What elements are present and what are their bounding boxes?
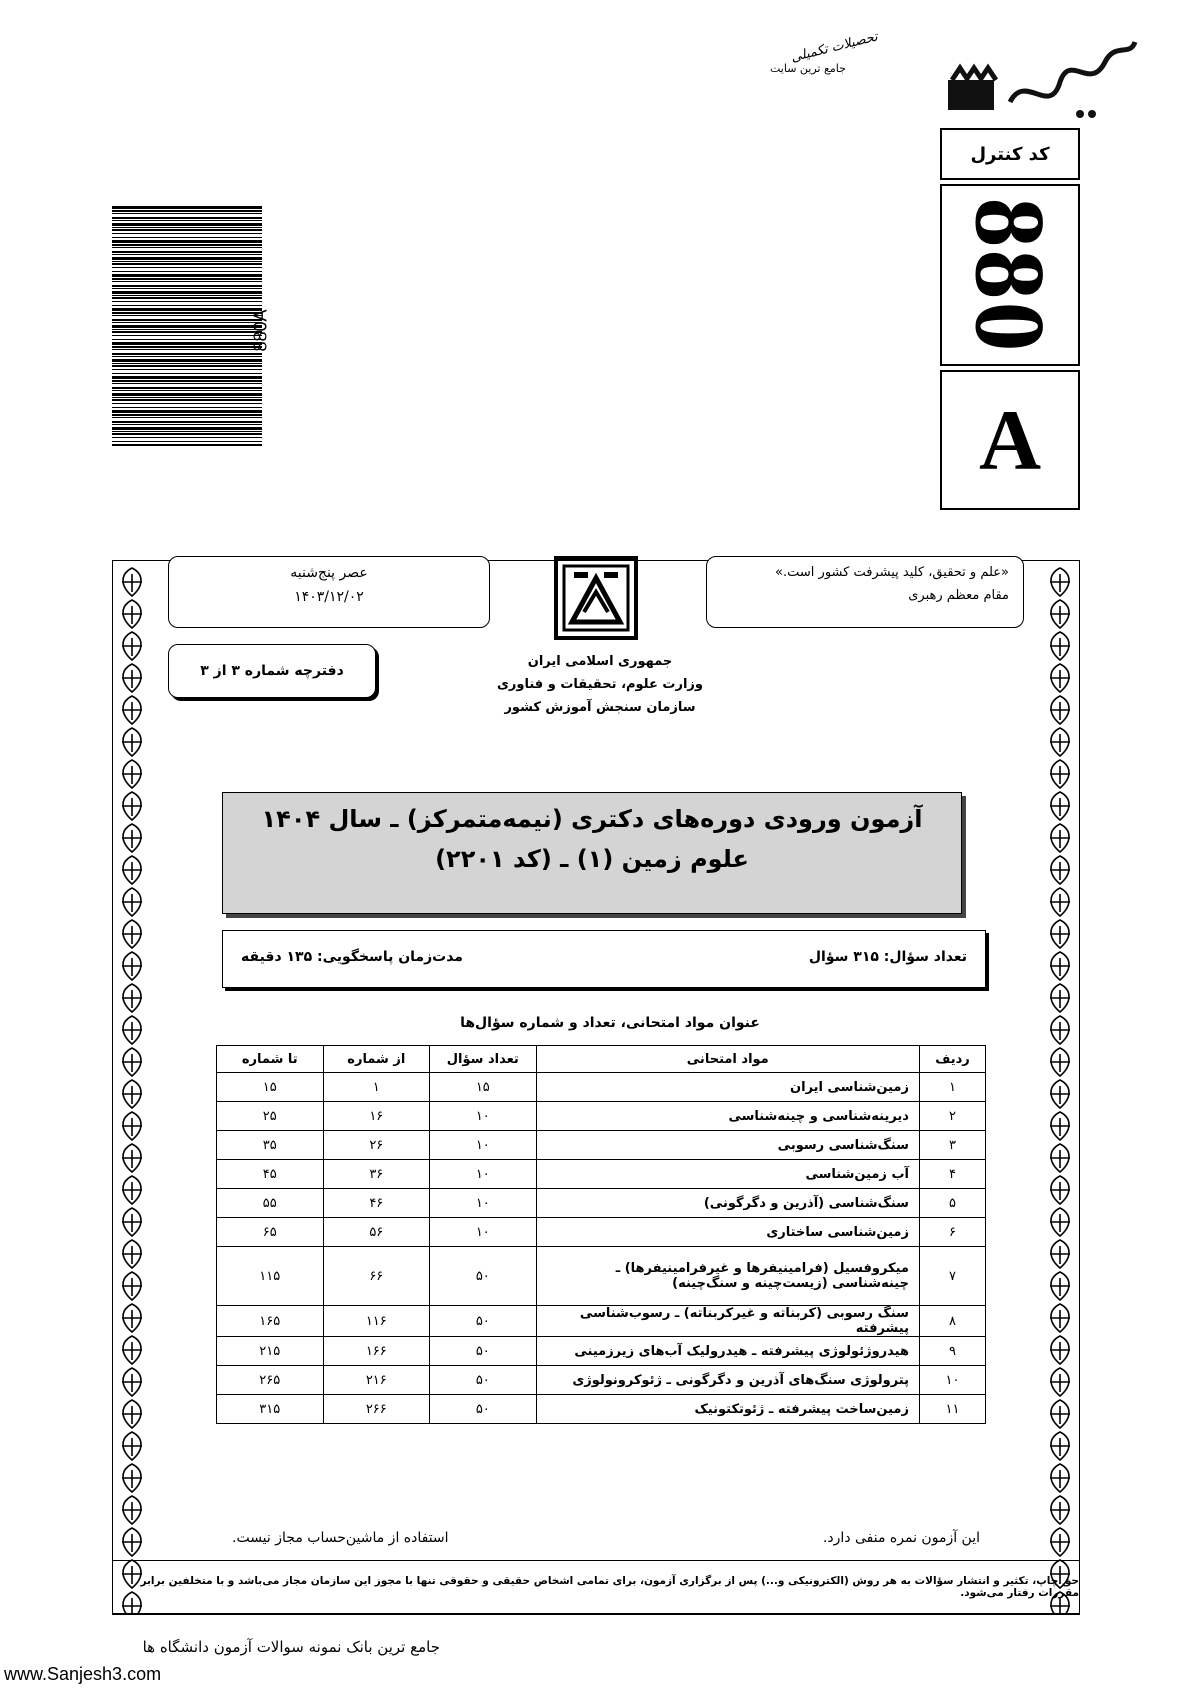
emblem-logo [554,556,638,640]
col-header-count: تعداد سؤال [430,1046,537,1073]
ornament-motif [122,1048,142,1076]
barcode-bar [112,288,262,289]
cell-row: ۴ [919,1160,985,1189]
cell-count: ۱۰ [430,1102,537,1131]
ornament-motif [122,1464,142,1492]
barcode-bar [112,376,262,379]
table-row [217,1395,986,1424]
barcode-bar [112,380,262,382]
barcode-bar [112,206,262,209]
table-row [217,1189,986,1218]
cell-row: ۱ [919,1073,985,1102]
cell-count: ۱۰ [430,1218,537,1247]
barcode-bar [112,263,262,265]
cell-subject: زمین‌شناسی ایران [536,1073,919,1102]
barcode-bar [112,437,262,438]
table-row [217,1218,986,1247]
cell-subject: سنگ‌شناسی رسوبی [536,1131,919,1160]
barcode-bar [112,308,262,311]
gov-ministry: وزارت علوم، تحقیقات و فناوری [497,677,703,692]
control-code-label: کد کنترل [940,128,1080,180]
ornament-motif [122,1272,142,1300]
cell-from: ۵۶ [323,1218,430,1247]
ornament-motif [1050,920,1070,948]
barcode-bar [112,325,262,328]
barcode-bar [112,329,262,330]
ornament-motif [122,664,142,692]
barcode-bar [112,421,262,423]
barcode-bar [112,339,262,340]
ornament-motif [122,1144,142,1172]
cell-from: ۴۶ [323,1189,430,1218]
ornament-motif [122,1528,142,1556]
ornament-motif [122,728,142,756]
barcode-bar [112,297,262,299]
cell-count: ۱۰ [430,1189,537,1218]
barcode-bar [112,315,262,316]
site-url: www.Sanjesh3.com [4,1664,162,1684]
ornament-motif [122,984,142,1012]
cell-count: ۱۰ [430,1160,537,1189]
table-header-row [217,1046,986,1073]
barcode-bar [112,346,262,348]
cell-to: ۳۵ [217,1131,324,1160]
ornament-motif [1050,856,1070,884]
cell-to: ۳۱۵ [217,1395,324,1424]
ornament-motif [1050,1464,1070,1492]
ornament-motif [1050,1400,1070,1428]
cell-from: ۶۶ [323,1247,430,1306]
ornament-motif [122,1016,142,1044]
barcode-bar [112,417,262,418]
cell-row: ۱۰ [919,1366,985,1395]
ornament-motif [1050,1144,1070,1172]
table-caption: عنوان مواد امتحانی، تعداد و شماره سؤال‌ها [460,1015,760,1031]
barcode-bar [112,312,262,314]
barcode-bar [112,383,262,384]
ornament-motif [122,1240,142,1268]
barcode-bar [112,223,262,226]
brand-handwriting: تحصیلات تکمیلی [789,29,880,66]
barcode-bar [112,285,262,287]
question-count: تعداد سؤال: ۳۱۵ سؤال [808,949,967,965]
ornament-motif [1050,728,1070,756]
barcode-bar [112,261,262,262]
cell-to: ۲۱۵ [217,1337,324,1366]
barcode-bar [112,257,262,260]
cell-from: ۱۶۶ [323,1337,430,1366]
ornament-motif [1050,600,1070,628]
ornament-motif [122,792,142,820]
table-row [217,1247,986,1306]
cell-row: ۵ [919,1189,985,1218]
subjects-table [216,1045,986,1424]
control-code [940,184,1080,366]
table-row [217,1160,986,1189]
exam-title: آزمون ورودی دوره‌های دکتری (نیمه‌متمرکز) ـ سال ۱۴۰۴ [261,805,923,833]
ornament-motif [122,856,142,884]
barcode-bar [112,281,262,282]
government-header [480,650,720,719]
ornament-motif [122,1368,142,1396]
cell-subject: سنگ‌شناسی (آذرین و دگرگونی) [536,1189,919,1218]
barcode-text: 880A [250,309,271,352]
cell-subject: میکروفسیل (فرامینیفرها و غیرفرامینیفرها) ـ چینه‌شناسی (زیست‌چینه و سنگ‌چینه) [536,1247,919,1306]
barcode-bar [112,213,262,214]
ornament-motif [122,568,142,596]
ornament-motif [1050,1048,1070,1076]
barcode-bar [112,369,262,370]
barcode-bar [112,403,262,404]
barcode-bar [112,353,262,355]
ornament-motif [1050,632,1070,660]
col-header-row-number: ردیف [919,1046,985,1073]
exam-title-box [222,792,962,914]
ornament-motif [122,632,142,660]
barcode-bar [112,397,262,398]
cell-subject: زمین‌شناسی ساختاری [536,1218,919,1247]
cell-count: ۵۰ [430,1337,537,1366]
barcode-bar [112,267,262,268]
cell-count: ۵۰ [430,1306,537,1337]
cell-count: ۵۰ [430,1366,537,1395]
barcode-bar [112,322,262,323]
copyright-notice: حق چاپ، تکثیر و انتشار سؤالات به هر روش (الکترونیکی و...) پس از برگزاری آزمون، برای تمامی اشخاص حقیقی و حقوقی تنها با مجوز این سازمان مجاز می‌باشد و با متخلفین برابر مقررات رفتار می‌شود. [112,1560,1080,1614]
session-box [168,556,490,628]
barcode-bar [112,373,262,374]
table-row [217,1073,986,1102]
barcode-bar [112,356,262,357]
ornament-motif [1050,568,1070,596]
cell-subject: آب زمین‌شناسی [536,1160,919,1189]
cell-row: ۱۱ [919,1395,985,1424]
table-row [217,1102,986,1131]
cell-to: ۱۱۵ [217,1247,324,1306]
ornament-motif [122,888,142,916]
barcode-bar [112,254,262,255]
calculator-note: استفاده از ماشین‌حساب مجاز نیست. [232,1530,449,1546]
cell-to: ۶۵ [217,1218,324,1247]
booklet-number: دفترچه شماره ۳ از ۳ [168,644,376,698]
exam-subtitle: علوم زمین (۱) ـ (کد ۲۲۰۱) [435,845,749,873]
barcode-bar [112,424,262,425]
cell-row: ۳ [919,1131,985,1160]
barcode-bar [112,240,262,243]
ornament-motif [1050,1080,1070,1108]
ornament-motif [1050,1496,1070,1524]
ornament-motif [1050,888,1070,916]
barcode-bar [112,305,262,306]
ornament-motif [122,1080,142,1108]
cell-subject: سنگ رسوبی (کربناته و غیرکربناته) ـ رسوب‌شناسی پیشرفته [536,1306,919,1337]
barcode-bar [112,227,262,228]
cell-from: ۲۱۶ [323,1366,430,1395]
cell-row: ۹ [919,1337,985,1366]
ornament-motif [1050,1176,1070,1204]
cell-subject: زمین‌ساخت پیشرفته ـ ژئوتکتونیک [536,1395,919,1424]
ornament-border-right [1040,566,1080,1614]
barcode-bar [112,220,262,221]
barcode-bar [112,407,262,408]
ornament-motif [1050,760,1070,788]
ornament-motif [122,1336,142,1364]
table-row [217,1131,986,1160]
ornament-motif [122,1112,142,1140]
session-date: ۱۴۰۳/۱۲/۰۲ [294,589,364,605]
ornament-motif [1050,1528,1070,1556]
cell-from: ۲۶۶ [323,1395,430,1424]
cell-to: ۵۵ [217,1189,324,1218]
barcode-bar [112,331,262,333]
ornament-motif [1050,952,1070,980]
cell-row: ۶ [919,1218,985,1247]
ornament-motif [122,760,142,788]
barcode-bar [112,210,262,212]
booklet-letter: A [940,370,1080,510]
brand-tagline: جامع ترین سایت [770,62,846,75]
barcode-bar [112,237,262,238]
barcode-bar [112,295,262,296]
cell-count: ۵۰ [430,1247,537,1306]
session-time: عصر پنج‌شنبه [290,565,368,581]
col-header-subject: مواد امتحانی [536,1046,919,1073]
barcode-bar [112,278,262,280]
ornament-motif [1050,1208,1070,1236]
barcode-bar [112,247,262,248]
ornament-motif [1050,1016,1070,1044]
cell-from: ۱۶ [323,1102,430,1131]
quote-author: مقام معظم رهبری [908,588,1009,603]
barcode-bar [112,229,262,231]
ornament-motif [122,1496,142,1524]
cell-subject: دیرینه‌شناسی و چینه‌شناسی [536,1102,919,1131]
barcode-bar [112,233,262,234]
barcode-bar [112,365,262,367]
ornament-motif [122,920,142,948]
barcode-bar [112,359,262,362]
ornament-motif [1050,1112,1070,1140]
cell-count: ۱۰ [430,1131,537,1160]
barcode-bar [112,387,262,389]
ornament-motif [122,600,142,628]
cell-count: ۵۰ [430,1395,537,1424]
ornament-motif [122,952,142,980]
gov-country: جمهوری اسلامی ایران [527,654,673,669]
cell-subject: پترولوژی سنگ‌های آذرین و دگرگونی ـ ژئوکرونولوژی [536,1366,919,1395]
barcode-bar [112,441,262,442]
barcode-bar [112,349,262,350]
cell-to: ۲۶۵ [217,1366,324,1395]
site-slogan: جامع ترین بانک نمونه سوالات آزمون دانشگاه ها [142,1638,440,1656]
table-row [217,1306,986,1337]
barcode-bar [112,363,262,364]
ornament-motif [122,824,142,852]
barcode-bar [112,217,262,219]
barcode-bar [112,390,262,391]
barcode-bar [112,414,262,416]
ornament-motif [1050,1368,1070,1396]
barcode-bar [112,274,262,277]
gov-organization: سازمان سنجش آموزش کشور [504,700,696,715]
ornament-motif [1050,1336,1070,1364]
table-row [217,1366,986,1395]
barcode-bar [112,427,262,430]
barcode-bar [112,291,262,294]
control-code-value: 880 [954,197,1066,353]
barcode-bar [112,251,262,253]
cell-from: ۱۱۶ [323,1306,430,1337]
cell-from: ۲۶ [323,1131,430,1160]
sanjesh-logo [930,22,1140,132]
ornament-motif [1050,1432,1070,1460]
cell-row: ۸ [919,1306,985,1337]
barcode-bar [112,244,262,246]
col-header-from: از شماره [323,1046,430,1073]
barcode-bar [112,399,262,401]
exam-duration: مدت‌زمان پاسخگویی: ۱۳۵ دقیقه [241,949,463,965]
cell-to: ۱۵ [217,1073,324,1102]
quote-box [706,556,1024,628]
cell-row: ۲ [919,1102,985,1131]
barcode-label [250,292,292,372]
ornament-motif [122,1304,142,1332]
cell-from: ۳۶ [323,1160,430,1189]
col-header-to: تا شماره [217,1046,324,1073]
ornament-motif [122,1208,142,1236]
barcode-bar [112,342,262,345]
cell-from: ۱ [323,1073,430,1102]
ornament-motif [1050,824,1070,852]
ornament-motif [1050,664,1070,692]
cell-row: ۷ [919,1247,985,1306]
ornament-border-left [112,566,152,1614]
ornament-motif [122,1400,142,1428]
barcode-bar [112,410,262,413]
quote-text: «علم و تحقیق، کلید پیشرفت کشور است.» [775,565,1009,580]
barcode-bar [112,431,262,432]
barcode-bar [112,319,262,321]
table-row [217,1337,986,1366]
cell-subject: هیدروژئولوژی پیشرفته ـ هیدرولیک آب‌های زیرزمینی [536,1337,919,1366]
barcode-bar [112,335,262,336]
ornament-motif [1050,1272,1070,1300]
barcode-bar [112,444,262,446]
barcode-bar [112,433,262,435]
ornament-motif [1050,792,1070,820]
barcode-bar [112,301,262,302]
ornament-motif [1050,1304,1070,1332]
ornament-motif [122,696,142,724]
ornament-motif [1050,1240,1070,1268]
ornament-motif [122,1176,142,1204]
ornament-motif [1050,696,1070,724]
barcode-bar [112,393,262,396]
cell-to: ۴۵ [217,1160,324,1189]
cell-count: ۱۵ [430,1073,537,1102]
ornament-motif [122,1432,142,1460]
cell-to: ۱۶۵ [217,1306,324,1337]
barcode [112,206,262,446]
barcode-bar [112,271,262,272]
ornament-motif [1050,984,1070,1012]
exam-stats-box [222,930,986,988]
negative-marking-note: این آزمون نمره منفی دارد. [822,1530,980,1546]
cell-to: ۲۵ [217,1102,324,1131]
